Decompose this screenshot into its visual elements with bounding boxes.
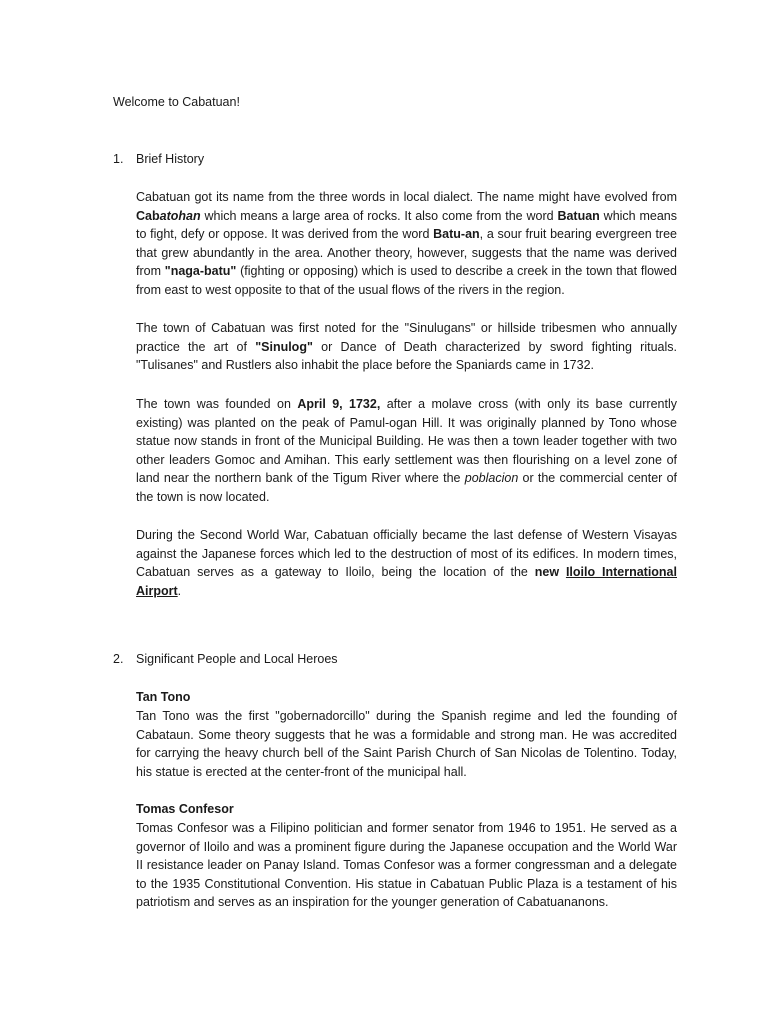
section-number: 2. [113, 652, 124, 666]
airport-link[interactable]: Iloilo International Airport [136, 565, 677, 598]
person-bio-tan-tono: Tan Tono was the first "gobernadorcillo" during the Spanish regime and led the founding of Cabataun. Some theory suggests that he was a formidable and strong man. He was accredited for carrying the heavy church bell of the Saint Parish Church of San Nicolas de Tolentino. Today, his statue is erected at the center-front of the municipal hall. [136, 709, 677, 779]
history-paragraph-4: During the Second World War, Cabatuan officially became the last defense of Western Visayas against the Japanese forces which led to the destruction of most of its edifices. In modern times, Cabatuan serves as a gateway to Iloilo, being the location of the new Iloilo International Airport. [136, 528, 677, 598]
person-name-tan-tono: Tan Tono [136, 690, 191, 704]
section-number: 1. [113, 152, 124, 166]
history-paragraph-1: Cabatuan got its name from the three words in local dialect. The name might have evolved from Cabatohan which means a large area of rocks. It also come from the word Batuan which means to fight, defy or oppose. It was derived from the word Batu-an, a sour fruit bearing evergreen tree that grew abundantly in the area. Another theory, however, suggests that the name was derived from "naga-batu" (fighting or opposing) which is used to describe a creek in the town that flowed from east to west opposite to that of the usual flows of the rivers in the region. [136, 190, 677, 297]
section-heading-people [113, 650, 338, 669]
section-title: Brief History [136, 152, 205, 166]
history-paragraph-2: The town of Cabatuan was first noted for the "Sinulugans" or hillside tribesmen who annually practice the art of "Sinulog" or Dance of Death characterized by sword fighting rituals. "Tulisanes" and Rustlers also inhabit the place before the Spaniards came in 1732. [136, 321, 677, 373]
person-bio-tomas-confesor: Tomas Confesor was a Filipino politician and former senator from 1946 to 1951. He served as a governor of Iloilo and was a prominent figure during the Japanese occupation and the World War II resistance leader on Panay Island. Tomas Confesor was a former congressman and a delegate to the 1935 Constitutional Convention. His statue in Cabatuan Public Plaza is a testament of his patriotism and serves as an inspiration for the younger generation of Cabatuananons. [136, 821, 677, 910]
person-name-tomas-confesor: Tomas Confesor [136, 802, 234, 816]
welcome-heading: Welcome to Cabatuan! [113, 95, 240, 109]
history-paragraph-3: The town was founded on April 9, 1732, after a molave cross (with only its base currently existing) was planted on the peak of Pamul-ogan Hill. It was originally planned by Tono whose statue now stands in front of the Municipal Building. He was then a town leader together with two other leaders Gomoc and Amihan. This early settlement was then flourishing on a level zone of land near the northern bank of the Tigum River where the poblacion or the commercial center of the town is now located. [136, 397, 678, 504]
section-title: Significant People and Local Heroes [136, 652, 338, 666]
section-heading-history [113, 150, 204, 169]
